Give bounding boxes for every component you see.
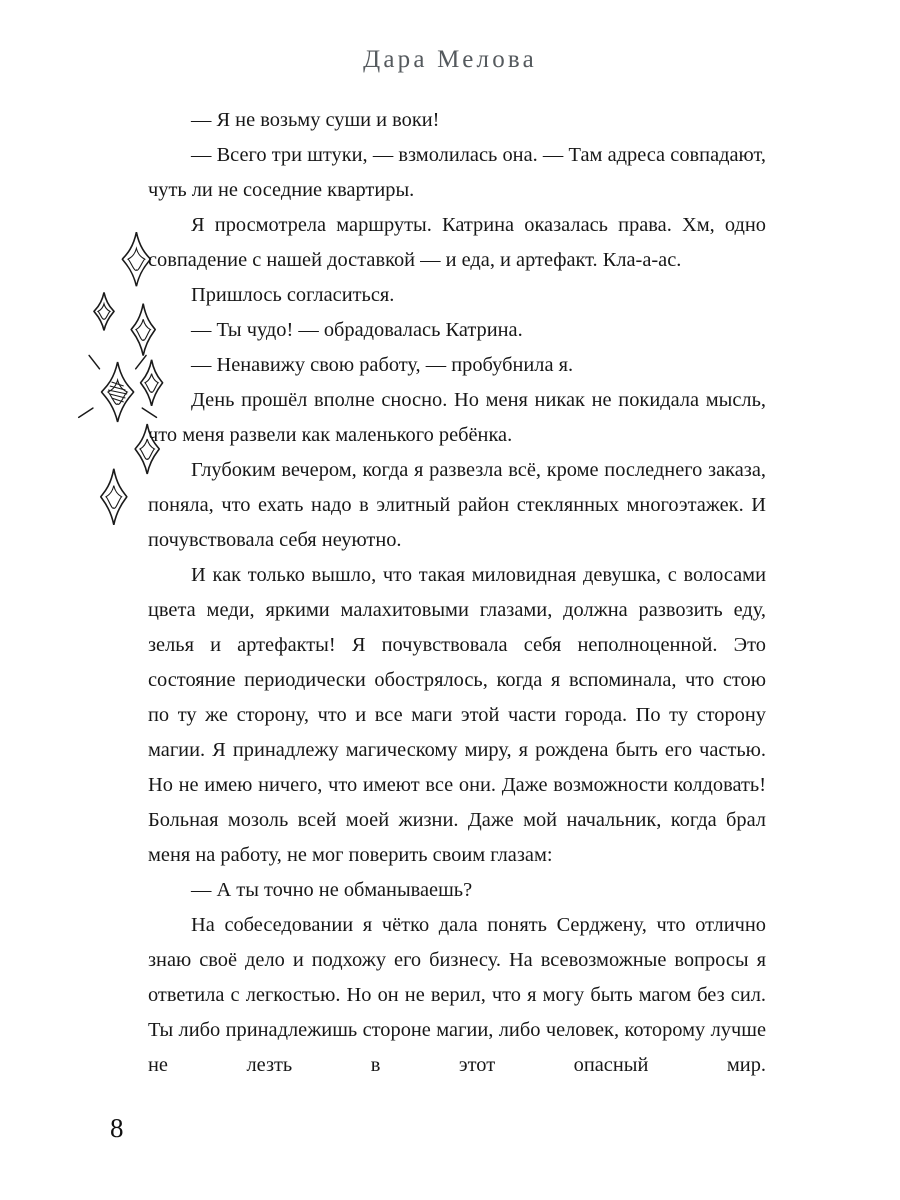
sparkle-cluster	[0, 0, 160, 520]
sparkle-icon	[76, 344, 108, 404]
paragraph: Я просмотрела маршруты. Катрина оказалась права. Хм, одно совпадение с нашей доставкой — и еда, и артефакт. Кла-а-ас.	[148, 214, 766, 271]
sparkle-icon	[100, 216, 128, 270]
paragraph: Пришлось согласиться.	[191, 284, 395, 306]
sparkle-icon	[80, 452, 106, 508]
sparkle-icon	[123, 346, 145, 392]
sparkle-icon	[78, 281, 98, 319]
sparkle-glyph	[76, 344, 159, 440]
paragraph: Глубоким вечером, когда я развезла всё, кроме последнего заказа, поняла, что ехать надо в элитный район стеклянных многоэтажек. И почувствовала себя неуютно.	[148, 459, 766, 551]
paragraph: — А ты точно не обманываешь?	[191, 879, 473, 901]
paragraph: — Всего три штуки, — взмолилась она. — Там адреса совпадают, чуть ли не соседние квартиры.	[148, 144, 766, 201]
paragraph: — Я не возьму суши и воки!	[191, 109, 440, 131]
paragraph: — Ты чудо! — обрадовалась Катрина.	[191, 319, 523, 341]
page-number: 8	[110, 1113, 124, 1143]
sparkle-icon	[112, 288, 136, 340]
paragraph: На собеседовании я чётко дала понять Серджену, что отлично знаю своё дело и подхожу его бизнесу. На всевозможные вопросы я ответила с легкостью. Но он не верил, что я могу быть магом без сил. Ты либо принадлежишь стороне магии, либо человек, которому лучше не лезть в этот опасный мир.	[148, 914, 766, 1076]
paragraph: День прошёл вполне сносно. Но меня никак не покидала мысль, что меня развели как маленького ребёнка.	[148, 389, 766, 446]
paragraph: И как только вышло, что такая миловидная девушка, с волосами цвета меди, яркими малахитовыми глазами, должна развозить еду, зелья и артефакты! Я почувствовала себя неполноценной. Это состояние периодически обострялось, когда я вспоминала, что стою по ту же сторону, что и все маги этой части города. По ту сторону магии. Я принадлежу магическому миру, я рождена быть его частью. Но не имею ничего, что имеют все они. Даже возможности колдовать! Больная мозоль всей моей жизни. Даже мой начальник, когда брал меня на работу, не мог поверить своим глазам:	[148, 564, 766, 866]
body-text	[148, 103, 766, 1083]
paragraph: — Ненавижу свою работу, — пробубнила я.	[191, 354, 574, 376]
sparkle-glyph	[80, 452, 148, 542]
sparkle-glyph	[78, 281, 130, 342]
sparkle-icon	[116, 409, 140, 459]
running-head-author: Дара Мелова	[363, 46, 537, 73]
